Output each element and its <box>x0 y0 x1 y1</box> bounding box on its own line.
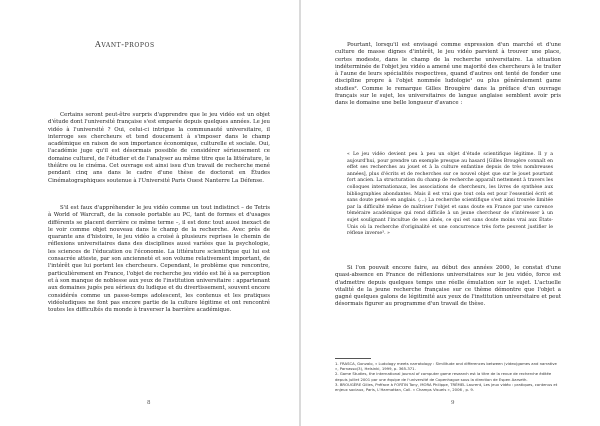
paragraph-3 <box>335 42 561 108</box>
right-page <box>301 0 600 426</box>
left-page <box>0 0 299 426</box>
footnote-3: 3. BROUGÈRE Gilles, Préface à FORTIN Tony, MORA Philippe, TRÉMEL Laurent, Les jeux vidéo : pratiques, contenus et enjeux sociaux, Paris, L'Harmattan, Coll. « Champs Visuels », 2006 , p. 9. <box>335 381 558 393</box>
paragraph-2 <box>48 205 270 314</box>
footnote-separator <box>335 358 371 359</box>
quote-text: « Le jeu vidéo devient peu à peu un objet d'étude scientifique légitime. Il y a aujourd'hui, pour prendre un exemple presque au hasard [Gilles Brougère connaît en effet ses recherches au jouet et à la culture enfantine depuis de très nombreuses années], plus d'écrits et de recherches sur ce nouvel objet que sur le jouet pourtant fort ancien. La structuration du champ de recherche apparaît nettement à travers les colloques internationaux, les associations de chercheurs, les livres de synthèse aux bibliographies abondantes. Mais il est vrai que tout cela est pour l'essentiel écrit et sans doute pensé en anglais. (…) La recherche scientifique s'est ainsi trouvée limitée par la difficulté même de maîtriser l'objet et sans doute en France par une carence téméraire académique qui rend difficile à un jeune chercheur de s'intéresser à un sujet soulignant l'incultue de ses aînés, ce qui est sans doute moins vrai aux États-Unis où la recherche d'originalité et une concurrence très forte peuvent justifier le réflexe inverse³. » <box>347 152 553 237</box>
footnote-1: 1. FRASCA, Gonzalo, « Ludology meets narratology : Similitude and differences between (video)games and narrative », Parnasso(3), Helsinki, 1999, p. 365-371. <box>335 361 557 372</box>
paragraph-text: S'il est faux d'appréhender le jeu vidéo comme un tout indistinct – de Tetris à World of Warcraft, de la console portable au PC, tant de formes et d'usages différents se placent derrière ce même terme –, il est donc tout aussi inexact de le voir comme objet nouveau dans le champ de la recherche. Avec près de quarante ans d'histoire, le jeu vidéo a croisé à plusieurs reprises le chemin de réflexions universitaires dans des disciplines aussi variées que la psychologie, les sciences de l'éducation ou l'économie. La littérature scientifique qui lui est consacrée atteste, par son ancienneté et son volume relativement important, de l'intérêt que lui portent les chercheurs. Cependant, le problème que rencontre, particulièrement en France, l'objet de recherche jeu vidéo est lié à sa perception et à son manque de noblesse aux yeux de l'institution universitaire : appartenant aux domaines jugés peu sérieux du ludique et du divertissement, souvent encore considérés comme un passe-temps adolescent, les contenus et les pratiques vidéoludiques ne font pas encore partie de la culture légitime et ont rencontré toutes les difficultés du monde à traverser la barrière académique. <box>48 205 270 314</box>
paragraph-text: Certains seront peut-être surpris d'apprendre que le jeu vidéo est un objet d'étude dont l'université française s'est emparée depuis quelques années. Le jeu vidéo à l'université ? Oui, celui-ci intrigue la communauté universitaire, il interroge ses chercheurs et tend doucement à s'imposer dans le champ académique en raison de son importance économique, culturelle et sociale. Oui, l'académie juge qu'il est désormais possible de considérer sérieusement ce domaine culturel, de l'étudier et de l'analyser au même titre que la littérature, le théâtre ou le cinéma. Cet ouvrage est ainsi issu d'un travail de recherche mené pendant cinq ans dans le cadre d'une thèse de doctorat en Études Cinématographiques soutenue à l'Université Paris Ouest Nanterre La Défense. <box>48 112 270 184</box>
page-number-left: 8 <box>147 400 151 406</box>
paragraph-text: Si l'on pouvait encore faire, au début des années 2000, le constat d'une quasi-absence en France de réflexions universitaires sur le jeu vidéo, force est d'admettre depuis quelques temps une réelle émulation sur le sujet. L'actuelle vitalité de la jeune recherche française sur ce thème démontre que l'objet a gagné quelques galons de légitimité aux yeux de l'institution universitaire et peut désormais figurer au programme d'un travail de thèse. <box>335 265 561 308</box>
block-quote <box>347 152 553 238</box>
paragraph-1 <box>48 112 270 185</box>
paragraph-4 <box>335 265 561 309</box>
footnote-2: 2. Game Studies, the international journal of computer game research est la titre de la revue de recherche éditée depuis juillet 2001 par une équipe de l'université de Copenhague sous la direction de Espen Aarseth. <box>335 371 552 382</box>
paragraph-text: Pourtant, lorsqu'il est envisagé comme expression d'un marché et d'une culture de masse dignes d'intérêt, le jeu vidéo parvient à trouver une place, certes modeste, dans le champ de la recherche universitaire. La situation indéterminée de l'objet jeu vidéo a amené une majorité des chercheurs à le traiter à l'aune de leurs spécialités respectives, quand d'autres ont tenté de fonder une discipline propre à l'objet nommée ludologie¹ ou plus généralement game studies². Comme le remarque Gilles Brougère dans la préface d'un ouvrage français sur le sujet, les universitaires de langue anglaise semblent avoir pris dans le domaine une belle longueur d'avance : <box>335 42 561 107</box>
footnotes <box>335 361 561 392</box>
page-number-right: 9 <box>451 400 455 406</box>
chapter-title: Avant-propos <box>95 40 155 49</box>
